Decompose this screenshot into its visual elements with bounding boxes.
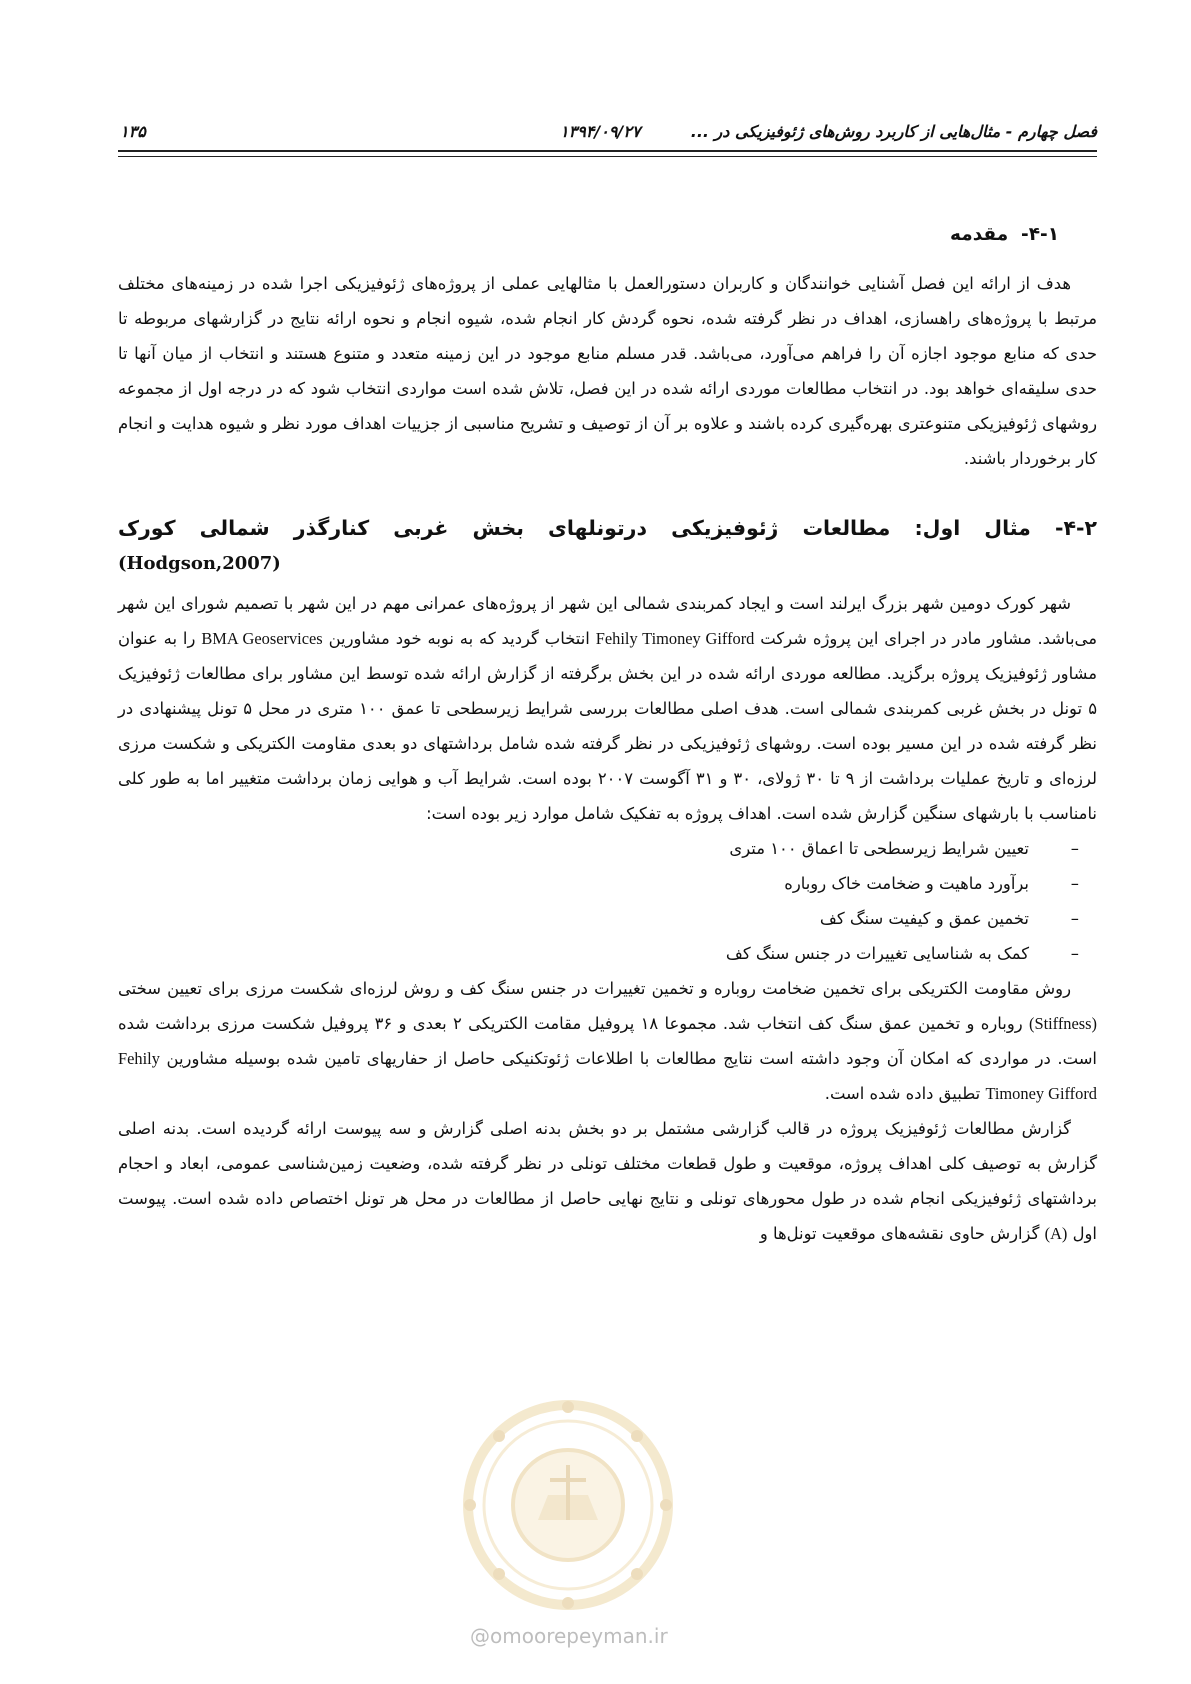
list-item: –تخمین عمق و کیفیت سنگ کف: [118, 901, 1079, 936]
section-heading-intro: [118, 222, 1059, 248]
list-bullet: –: [1070, 944, 1079, 963]
section-number: ۴-۱-: [1021, 224, 1059, 245]
page-content: [118, 222, 1097, 1251]
page-number: ۱۳۵: [120, 122, 146, 141]
paragraph-report: گزارش مطالعات ژئوفیزیک پروژه در قالب گزارشی مشتمل بر دو بخش بدنه اصلی گزارش و سه پیوست ارائه گردیده است. بدنه اصلی گزارش به توصیف کلی اهداف پروژه، موقعیت و طول قطعات مختلف تونلی در نظر گرفته شده، وضعیت زمین‌شناسی عمومی، ابعاد و احجام برداشتهای ژئوفیزیکی انجام شده در طول محورهای تونلی و نتایج نهایی حاصل از مطالعات در محل هر تونل اختصاص داده شده است. پیوست اول (A) گزارش حاوی نقشه‌های موقعیت تونل‌ها و: [118, 1119, 1097, 1243]
list-bullet: –: [1070, 839, 1079, 858]
list-item: –کمک به شناسایی تغییرات در جنس سنگ کف: [118, 936, 1079, 971]
section-title: مقدمه: [950, 224, 1009, 245]
running-header-chapter: فصل چهارم - مثال‌هایی از کاربرد روش‌های ژئوفیزیکی در ...: [690, 122, 1097, 141]
section-heading-citation: (Hodgson,2007): [118, 553, 281, 574]
paragraph-methods: روش مقاومت الکتریکی برای تخمین ضخامت روباره و تخمین تغییرات در جنس سنگ کف و روش لرزه‌ای شکست مرزی برای تعیین سختی (Stiffness) روباره و تخمین عمق سنگ کف انتخاب شد. مجموعا ۱۸ پروفیل مقامت الکتریکی ۲ بعدی و ۳۶ پروفیل شکست مرزی برداشت شده است. در مواردی که امکان آن وجود داشته است نتایج مطالعات با اطلاعات ژئوتکنیکی حاصل از حفاریهای تامین شده بوسیله مشاورین Fehily Timoney Gifford تطبیق داده شده است.: [118, 979, 1097, 1103]
section-heading-example-one: ۴-۲- مثال اول: مطالعات ژئوفیزیکی درتونلهای بخش غربی کنارگذر شمالی کورک: [118, 516, 1097, 540]
list-item: –برآورد ماهیت و ضخامت خاک روباره: [118, 866, 1079, 901]
list-bullet: –: [1070, 909, 1079, 928]
list-bullet: –: [1070, 874, 1079, 893]
paragraph-intro: هدف از ارائه این فصل آشنایی خوانندگان و کاربران دستورالعمل با مثالهایی عملی از پروژه‌های ژئوفیزیکی اجرا شده در زمینه‌های مختلف مرتبط با پروژه‌های راهسازی، اهداف در نظر گرفته شده، نحوه گردش کار انجام شده، شیوه انجام و نحوه ارائه نتایج در گزارشهای مربوطه تا حدی که منابع موجود اجازه آن را فراهم می‌آورد، می‌باشد. قدر مسلم منابع موجود در این زمینه متعدد و متنوع هستند و انتخاب از میان آنها تا حدی سلیقه‌ای خواهد بود. در انتخاب مطالعات موردی ارائه شده در این فصل، تلاش شده است مواردی انتخاب شود که در درجه اول از مجموعه روشهای ژئوفیزیکی متنوعتری بهره‌گیری کرده باشند و علاوه بر آن از توصیف و تشریح مناسبی از جزییات اهداف مورد نظر و شیوه هدایت و انجام کار برخوردار باشند.: [118, 274, 1097, 468]
company-name: Fehily Timoney Gifford: [595, 629, 755, 648]
header-rule: [118, 150, 1097, 152]
running-header-date: ۱۳۹۴/۰۹/۲۷: [560, 122, 641, 141]
company-name: BMA Geoservices: [201, 629, 323, 648]
header-rule-thin: [118, 156, 1097, 157]
paragraph-project-description: شهر کورک دومین شهر بزرگ ایرلند است و ایجاد کمربندی شمالی این شهر از پروژه‌های عمرانی مهم در این شهر با تصمیم شورای این شهر می‌باشد. مشاور مادر در اجرای این پروژه شرکت Fehily Timoney Gifford انتخاب گردید که به نوبه خود مشاورین BMA Geoservices را به عنوان مشاور ژئوفیزیک پروژه برگزید. مطالعه موردی ارائه شده در این بخش برگرفته از گزارش ارائه شده توسط این مشاور برای مطالعات ژئوفیزیک ۵ تونل در بخش غربی کمربندی شمالی است. هدف اصلی مطالعات بررسی شرایط زیرسطحی تا عمق ۱۰۰ متری در محل ۵ تونل پیشنهادی در نظر گرفته شده در این مسیر بوده است. روشهای ژئوفیزیکی در نظر گرفته شده شامل برداشتهای دو بعدی مقاومت الکتریکی و شکست مرزی لرزه‌ای و تاریخ عملیات برداشت از ۹ تا ۳۰ ژولای، ۳۰ و ۳۱ آگوست ۲۰۰۷ بوده است. شرایط آب و هوایی زمان برداشت متغییر اما به طور کلی نامناسب با بارشهای سنگین گزارش شده است. اهداف پروژه به تفکیک شامل موارد زیر بوده است:: [118, 594, 1097, 823]
watermark-site-text: @omoorepeyman.ir: [470, 1624, 668, 1648]
appendix-label: (A): [1044, 1224, 1068, 1243]
company-name: Fehily Timoney Gifford: [118, 1049, 1097, 1103]
list-item: –تعیین شرایط زیرسطحی تا اعماق ۱۰۰ متری: [118, 831, 1079, 866]
term-stiffness: (Stiffness): [1028, 1014, 1097, 1033]
seal-watermark: [458, 1395, 678, 1615]
objectives-list: [118, 831, 1097, 971]
